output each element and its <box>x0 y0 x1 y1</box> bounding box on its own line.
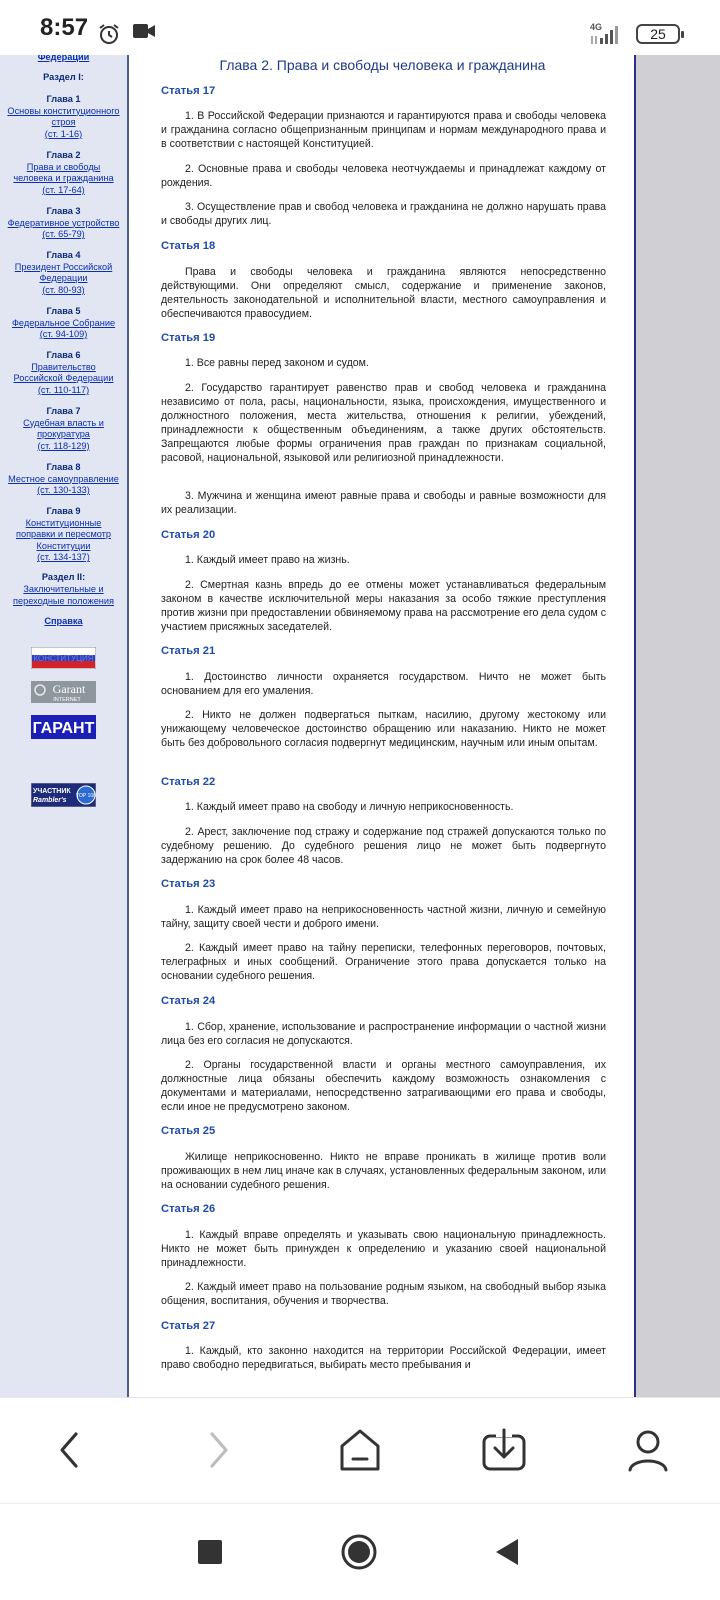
sidebar-nav <box>0 55 129 1397</box>
garant-internet-badge[interactable] <box>31 681 96 703</box>
sidebar-top-link[interactable]: Федерации <box>37 55 90 62</box>
article-21-para-2: 2. Никто не должен подвергаться пыткам, насилию, другому жестокому или унижающему человеческое достоинство обращению или наказанию. Никто не может быть без добровольного согласия подвергнут медицинским, научным или иным опытам. <box>161 709 606 749</box>
sidebar-chapter-7[interactable] <box>0 406 127 452</box>
sidebar-help-link[interactable]: Справка <box>44 616 83 626</box>
article-23-title: Статья 23 <box>161 878 216 890</box>
chapter-link[interactable]: Права и свободы человека и гражданина <box>13 161 114 184</box>
article-23-para-2: 2. Каждый имеет право на тайну переписки, телефонных переговоров, почтовых, телеграфных и иных сообщений. Ограничение этого права допускается только на основании судебного решения. <box>161 942 606 982</box>
chapter-head: Глава 6 <box>46 350 81 360</box>
konstitucia-badge-text: КОНСТИТУЦИЯ <box>33 654 94 663</box>
chapter-head: Глава 4 <box>46 250 81 260</box>
article-17-title: Статья 17 <box>161 85 216 97</box>
chapter-head: Глава 3 <box>46 206 81 216</box>
home-circle-icon[interactable] <box>339 1532 379 1572</box>
alarm-icon <box>97 22 121 46</box>
article-26-para-1: 1. Каждый вправе определять и указывать свою национальную принадлежность. Никто не может быть принужден к определению и указанию своей национальной принадлежности. <box>161 1229 606 1269</box>
sidebar-section-2-link[interactable]: Заключительные и переходные положения <box>13 584 114 606</box>
article-22-para-2: 2. Арест, заключение под стражу и содержание под стражей допускаются только по судебному решению. До судебного решения лицо не может быть подвергнуто задержанию на срок более 48 часов. <box>161 826 606 866</box>
chapter-head: Глава 7 <box>46 406 81 416</box>
article-20-para-1: 1. Каждый имеет право на жизнь. <box>185 554 350 566</box>
article-24-title: Статья 24 <box>161 995 216 1007</box>
status-time: 8:57 <box>40 14 89 41</box>
konstitucia-badge[interactable] <box>31 647 96 669</box>
chapter-range[interactable]: (ст. 118-129) <box>37 440 90 451</box>
article-17-para-2: 2. Основные права и свободы человека неотчуждаемы и принадлежат каждому от рождения. <box>161 163 606 189</box>
sidebar-chapter-5[interactable] <box>0 306 127 341</box>
article-17-para-1: 1. В Российской Федерации признаются и гарантируются права и свободы человека и гражданина согласно общепризнанным принципам и нормам международного права и в соответствии с настоящей Конституцией. <box>161 110 606 150</box>
chapter-link[interactable]: Федеральное Собрание <box>11 317 116 328</box>
download-icon[interactable] <box>480 1426 528 1474</box>
article-22-title: Статья 22 <box>161 776 216 788</box>
chapter-range[interactable]: (ст. 1-16) <box>44 128 83 139</box>
sidebar-chapter-3[interactable] <box>0 206 127 241</box>
system-nav-bar <box>0 1503 720 1600</box>
chapter-link[interactable]: Судебная власть и прокуратура <box>23 417 104 440</box>
chapter-head: Глава 2 <box>46 150 81 160</box>
chapter-range[interactable]: (ст. 134-137) <box>37 552 90 563</box>
sidebar-chapter-2[interactable] <box>0 150 127 196</box>
article-21-para-1: 1. Достоинство личности охраняется государством. Ничто не может быть основанием для его умаления. <box>161 671 606 697</box>
article-21-title: Статья 21 <box>161 645 216 657</box>
chapter-range[interactable]: (ст. 110-117) <box>37 384 90 395</box>
article-27-para-1: 1. Каждый, кто законно находится на территории Российской Федерации, имеет право свободно передвигаться, выбирать место пребывания и <box>161 1345 606 1371</box>
article-26-para-2: 2. Каждый имеет право на пользование родным языком, на свободный выбор языка общения, воспитания, обучения и творчества. <box>161 1281 606 1307</box>
chapter-range[interactable]: (ст. 17-64) <box>42 184 85 195</box>
garant-internet-subtext: INTERNET <box>53 697 81 703</box>
video-icon <box>133 24 155 38</box>
article-26-title: Статья 26 <box>161 1203 216 1215</box>
sidebar-chapter-9[interactable] <box>0 506 127 564</box>
home-icon[interactable] <box>336 1426 384 1474</box>
rambler-top100-badge[interactable] <box>31 783 96 807</box>
rambler-subtext: Rambler's <box>33 797 67 804</box>
chapter-link[interactable]: Президент Российской Федерации <box>14 261 113 284</box>
article-19-para-1: 1. Все равны перед законом и судом. <box>185 357 369 369</box>
signal-icon <box>590 24 624 44</box>
back-icon[interactable] <box>46 1426 94 1474</box>
article-18-title: Статья 18 <box>161 240 216 252</box>
article-23-para-1: 1. Каждый имеет право на неприкосновенность частной жизни, личную и семейную тайну, защиту своей чести и доброго имени. <box>161 904 606 930</box>
article-17-para-3: 3. Осуществление прав и свобод человека и гражданина не должно нарушать права и свободы других лиц. <box>161 201 606 227</box>
chapter-head: Глава 1 <box>46 94 81 104</box>
battery-icon <box>636 24 680 44</box>
page-right-margin <box>636 55 720 1397</box>
browser-toolbar <box>0 1397 720 1503</box>
article-18-para-1: Права и свободы человека и гражданина являются непосредственно действующими. Они определяют смысл, содержание и применение законов, деятельность законодательной и исполнительной власти, местного самоуправления и обеспечиваются правосудием. <box>161 266 606 320</box>
chapter-link[interactable]: Местное самоуправление <box>8 473 119 484</box>
chapter-link[interactable]: Правительство Российской Федерации <box>13 361 114 384</box>
article-22-para-1: 1. Каждый имеет право на свободу и личную неприкосновенность. <box>185 801 514 813</box>
chapter-range[interactable]: (ст. 80-93) <box>42 284 85 295</box>
network-type: 4G <box>590 22 603 32</box>
rambler-top-text: TOP 100 <box>76 793 96 799</box>
chapter-title: Глава 2. Права и свободы человека и гражданина <box>219 57 546 73</box>
rambler-text: УЧАСТНИК <box>33 788 71 795</box>
profile-icon[interactable] <box>624 1426 672 1474</box>
status-bar <box>0 0 720 55</box>
sidebar-chapter-1[interactable] <box>0 94 127 140</box>
main-content <box>131 55 634 1397</box>
article-19-para-3: 3. Мужчина и женщина имеют равные права и свободы и равные возможности для их реализации. <box>161 490 606 516</box>
recents-icon[interactable] <box>190 1532 230 1572</box>
garant-badge-text: ГАРАНТ <box>32 720 95 737</box>
chapter-link[interactable]: Основы конституционного строя <box>7 105 120 128</box>
sidebar-section-2: Раздел II: <box>41 572 86 582</box>
forward-icon[interactable] <box>194 1426 242 1474</box>
article-24-para-2: 2. Органы государственной власти и органы местного самоуправления, их должностные лица обязаны обеспечить каждому возможность ознакомления с документами и материалами, непосредственно затрагивающими его права и свободы, если иное не предусмотрено законом. <box>161 1059 606 1113</box>
chapter-head: Глава 9 <box>46 506 81 516</box>
chapter-range[interactable]: (ст. 94-109) <box>39 329 88 340</box>
chapter-link[interactable]: Конституционные поправки и пересмотр Конституции <box>16 517 111 551</box>
article-20-para-2: 2. Смертная казнь впредь до ее отмены может устанавливаться федеральным законом в качестве исключительной меры наказания за особо тяжкие преступления против жизни при предоставлении обвиняемому права на рассмотрение его дела судом с участием присяжных заседателей. <box>161 579 606 633</box>
article-25-para-1: Жилище неприкосновенно. Никто не вправе проникать в жилище против воли проживающих в нем лиц иначе как в случаях, установленных федеральным законом, или на основании судебного решения. <box>161 1151 606 1191</box>
sidebar-section-1: Раздел I: <box>43 72 84 82</box>
article-19-para-2: 2. Государство гарантирует равенство прав и свобод человека и гражданина независимо от пола, расы, национальности, языка, происхождения, имущественного и должностного положения, места жительства, отношения к религии, убеждений, принадлежности к общественным объединениям, а также других обстоятельств. Запрещаются любые формы ограничения прав граждан по признакам социальной, расовой, национальной, языковой или религиозной принадлежности. <box>161 382 606 464</box>
article-27-title: Статья 27 <box>161 1320 216 1332</box>
sidebar-chapter-8[interactable] <box>0 462 127 497</box>
battery-level: 25 <box>650 26 666 42</box>
sidebar-chapter-4[interactable] <box>0 250 127 296</box>
article-24-para-1: 1. Сбор, хранение, использование и распространение информации о частной жизни лица без его согласия не допускаются. <box>161 1021 606 1047</box>
chapter-head: Глава 8 <box>46 462 81 472</box>
garant-internet-text: Garant <box>52 682 86 696</box>
article-25-title: Статья 25 <box>161 1125 216 1137</box>
sidebar-chapter-6[interactable] <box>0 350 127 396</box>
web-view <box>0 55 720 1397</box>
chapter-link[interactable]: Федеративное устройство <box>7 217 120 228</box>
article-19-title: Статья 19 <box>161 332 216 344</box>
article-20-title: Статья 20 <box>161 529 216 541</box>
chapter-range[interactable]: (ст. 130-133) <box>37 485 90 496</box>
back-triangle-icon[interactable] <box>488 1532 528 1572</box>
chapter-range[interactable]: (ст. 65-79) <box>42 229 85 240</box>
garant-badge[interactable] <box>31 715 96 739</box>
chapter-head: Глава 5 <box>46 306 81 316</box>
